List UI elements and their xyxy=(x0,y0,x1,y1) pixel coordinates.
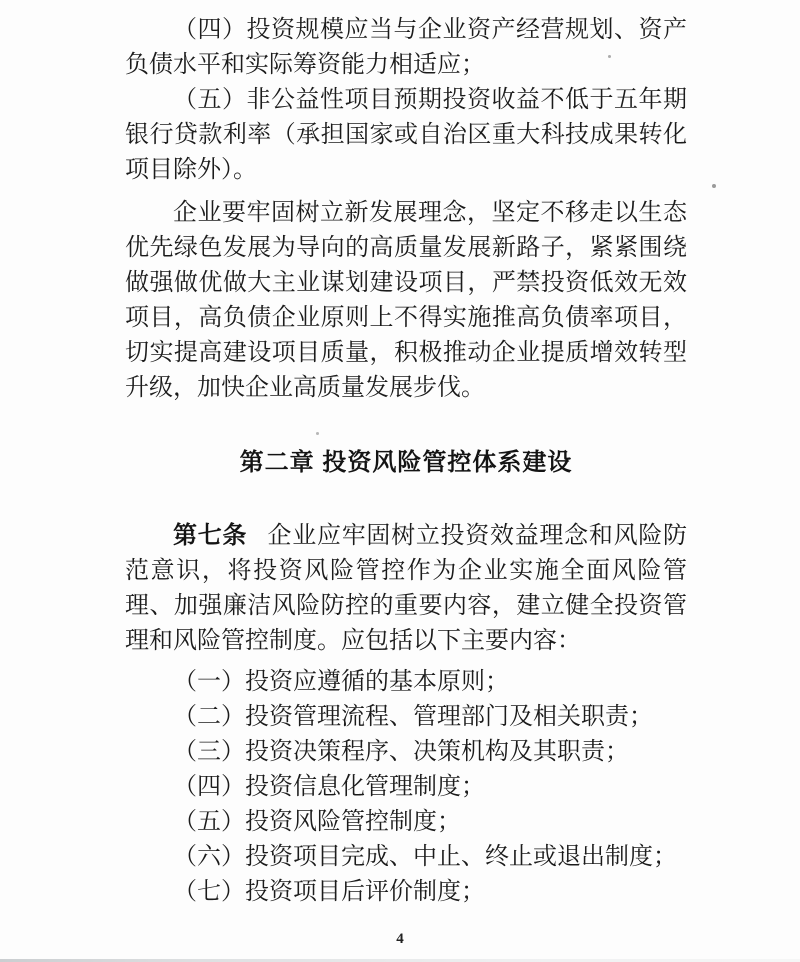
article-7-paragraph xyxy=(125,518,687,659)
clause-item-5: （五）非公益性项目预期投资收益不低于五年期银行贷款利率（承担国家或自治区重大科技成果转化项目除外）。 xyxy=(125,87,687,183)
clause-item-4: （四）投资规模应当与企业资产经营规划、资产负债水平和实际筹资能力相适应； xyxy=(125,17,687,78)
list-item-5: （五）投资风险管控制度； xyxy=(173,809,461,835)
page-number: 4 xyxy=(396,931,404,947)
article-7-list xyxy=(125,665,687,910)
article-7-text: 企业应牢固树立投资效益理念和风险防范意识，将投资风险管控作为企业实施全面风险管理、加强廉洁风险防控的重要内容，建立健全投资管理和风险管控制度。应包括以下主要内容： xyxy=(125,523,688,654)
document-content xyxy=(125,13,687,910)
policy-paragraph: 企业要牢固树立新发展理念，坚定不移走以生态优先绿色发展为导向的高质量发展新路子，紧紧围绕做强做优做大主业谋划建设项目，严禁投资低效无效项目，高负债企业原则上不得实施推高负债率项目，切实提高建设项目质量，积极推动企业提质增效转型升级，加快企业高质量发展步伐。 xyxy=(125,200,687,401)
article-7-label: 第七条 xyxy=(173,522,248,549)
scan-speck xyxy=(316,432,319,435)
list-item-7: （七）投资项目后评价制度； xyxy=(173,879,485,905)
list-item-3: （三）投资决策程序、决策机构及其职责； xyxy=(173,739,629,765)
chapter-heading: 第二章 投资风险管控体系建设 xyxy=(239,449,573,476)
list-item-6: （六）投资项目完成、中止、终止或退出制度； xyxy=(173,844,677,870)
list-item-1: （一）投资应遵循的基本原则； xyxy=(173,669,509,695)
scan-speck xyxy=(608,55,611,58)
scan-speck xyxy=(712,184,716,188)
list-item-2: （二）投资管理流程、管理部门及相关职责； xyxy=(173,704,653,730)
list-item-4: （四）投资信息化管理制度； xyxy=(173,774,485,800)
